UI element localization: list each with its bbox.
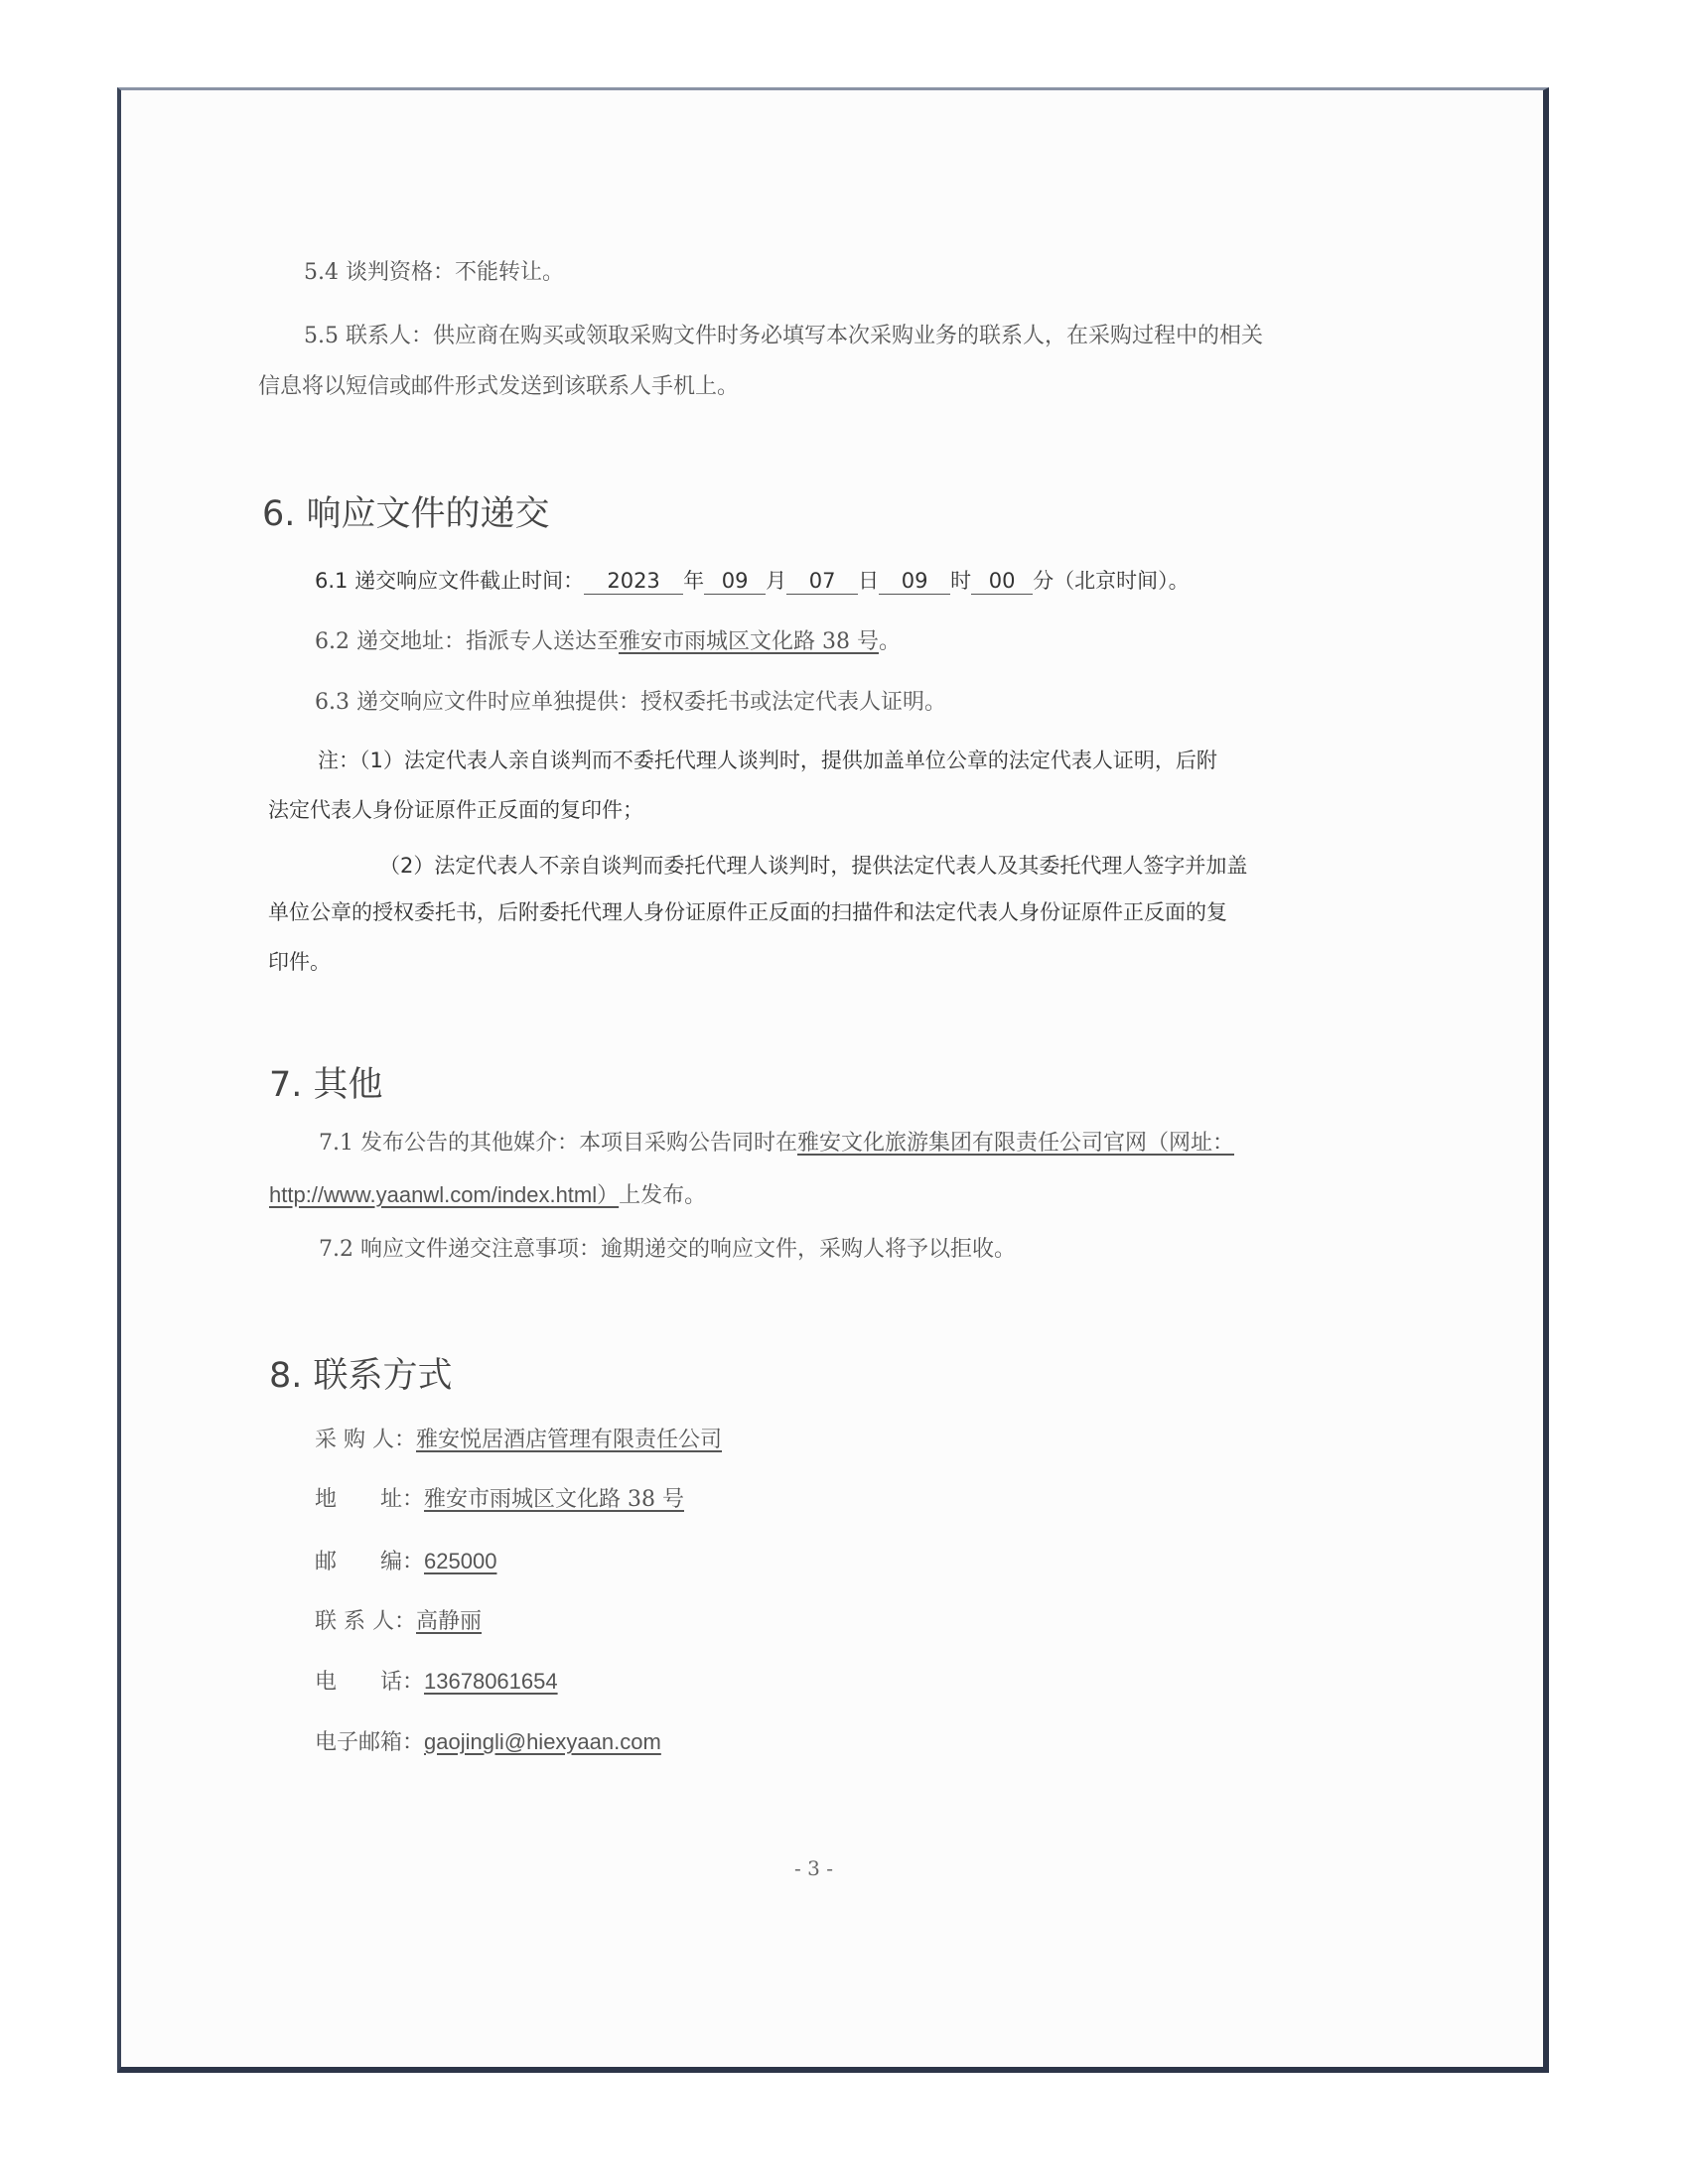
contact-label: 联 系 人： — [315, 1609, 416, 1634]
note-1-cont: 法定代表人身份证原件正反面的复印件； — [268, 798, 643, 822]
section-6-heading: 6. 响应文件的递交 — [262, 494, 550, 534]
minute-unit: 分（北京时间）。 — [1033, 569, 1190, 593]
note-2-cont: 单位公章的授权委托书，后附委托代理人身份证原件正反面的扫描件和法定代表人身份证原件正反面的复 — [268, 900, 1227, 924]
contact-value: 高静丽 — [416, 1609, 483, 1634]
deadline-month: 09 — [704, 568, 766, 595]
submission-address: 雅安市雨城区文化路 38 号 — [618, 629, 879, 654]
contact-label: 电子邮箱： — [315, 1730, 425, 1755]
contact-address — [315, 1485, 684, 1515]
media-label: 7.1 发布公告的其他媒介：本项目采购公告同时在 — [319, 1131, 797, 1156]
month-unit: 月 — [766, 569, 787, 593]
email-link[interactable]: gaojingli@hiexyaan.com — [424, 1729, 661, 1754]
hour-unit: 时 — [950, 569, 972, 593]
contact-value: 13678061654 — [424, 1669, 558, 1694]
period: 。 — [878, 629, 901, 654]
deadline-minute: 00 — [971, 568, 1033, 595]
contact-person — [315, 1607, 482, 1637]
contact-label: 采 购 人： — [315, 1428, 416, 1452]
clause-7-2: 7.2 响应文件递交注意事项：逾期递交的响应文件，采购人将予以拒收。 — [319, 1237, 1016, 1262]
deadline-year: 2023 — [584, 568, 683, 595]
contact-email — [315, 1727, 661, 1758]
contact-value: 625000 — [424, 1549, 497, 1573]
day-unit: 日 — [858, 569, 880, 593]
contact-phone — [315, 1667, 558, 1698]
note-1: 注：（1）法定代表人亲自谈判而不委托代理人谈判时，提供加盖单位公章的法定代表人证明，后附 — [318, 749, 1217, 772]
contact-label: 电 话： — [315, 1670, 425, 1695]
clause-5-5: 5.5 联系人：供应商在购买或领取采购文件时务必填写本次采购业务的联系人，在采购过程中的相关 — [304, 324, 1263, 348]
website-url-link[interactable]: http://www.yaanwl.com/index.html） — [269, 1182, 620, 1207]
deadline-hour: 09 — [879, 568, 950, 595]
section-8-heading: 8. 联系方式 — [269, 1356, 453, 1396]
page-number: - 3 - — [794, 1856, 833, 1880]
note-2: （2）法定代表人不亲自谈判而委托代理人谈判时，提供法定代表人及其委托代理人签字并加盖 — [379, 854, 1248, 878]
year-unit: 年 — [683, 569, 705, 593]
note-2-cont2: 印件。 — [268, 950, 331, 974]
contact-purchaser — [315, 1426, 722, 1455]
deadline-label: 6.1 递交响应文件截止时间： — [315, 569, 585, 593]
clause-6-2 — [315, 627, 901, 657]
section-7-heading: 7. 其他 — [269, 1065, 383, 1105]
clause-7-1-cont — [269, 1180, 706, 1211]
clause-6-3: 6.3 递交响应文件时应单独提供：授权委托书或法定代表人证明。 — [315, 690, 946, 715]
publish-text: 上发布。 — [619, 1183, 707, 1208]
clause-7-1 — [319, 1129, 1234, 1159]
contact-value: 雅安悦居酒店管理有限责任公司 — [416, 1428, 723, 1452]
deadline-day: 07 — [786, 568, 858, 595]
contact-label: 地 址： — [315, 1487, 425, 1512]
contact-value: 雅安市雨城区文化路 38 号 — [424, 1487, 684, 1512]
address-label: 6.2 递交地址：指派专人送达至 — [315, 629, 619, 654]
clause-6-1 — [315, 566, 1190, 596]
group-website-name: 雅安文化旅游集团有限责任公司官网（网址： — [796, 1131, 1234, 1156]
clause-5-4: 5.4 谈判资格：不能转让。 — [304, 260, 564, 285]
clause-5-5-cont: 信息将以短信或邮件形式发送到该联系人手机上。 — [258, 374, 740, 399]
contact-postcode — [315, 1547, 496, 1577]
contact-label: 邮 编： — [315, 1550, 425, 1574]
